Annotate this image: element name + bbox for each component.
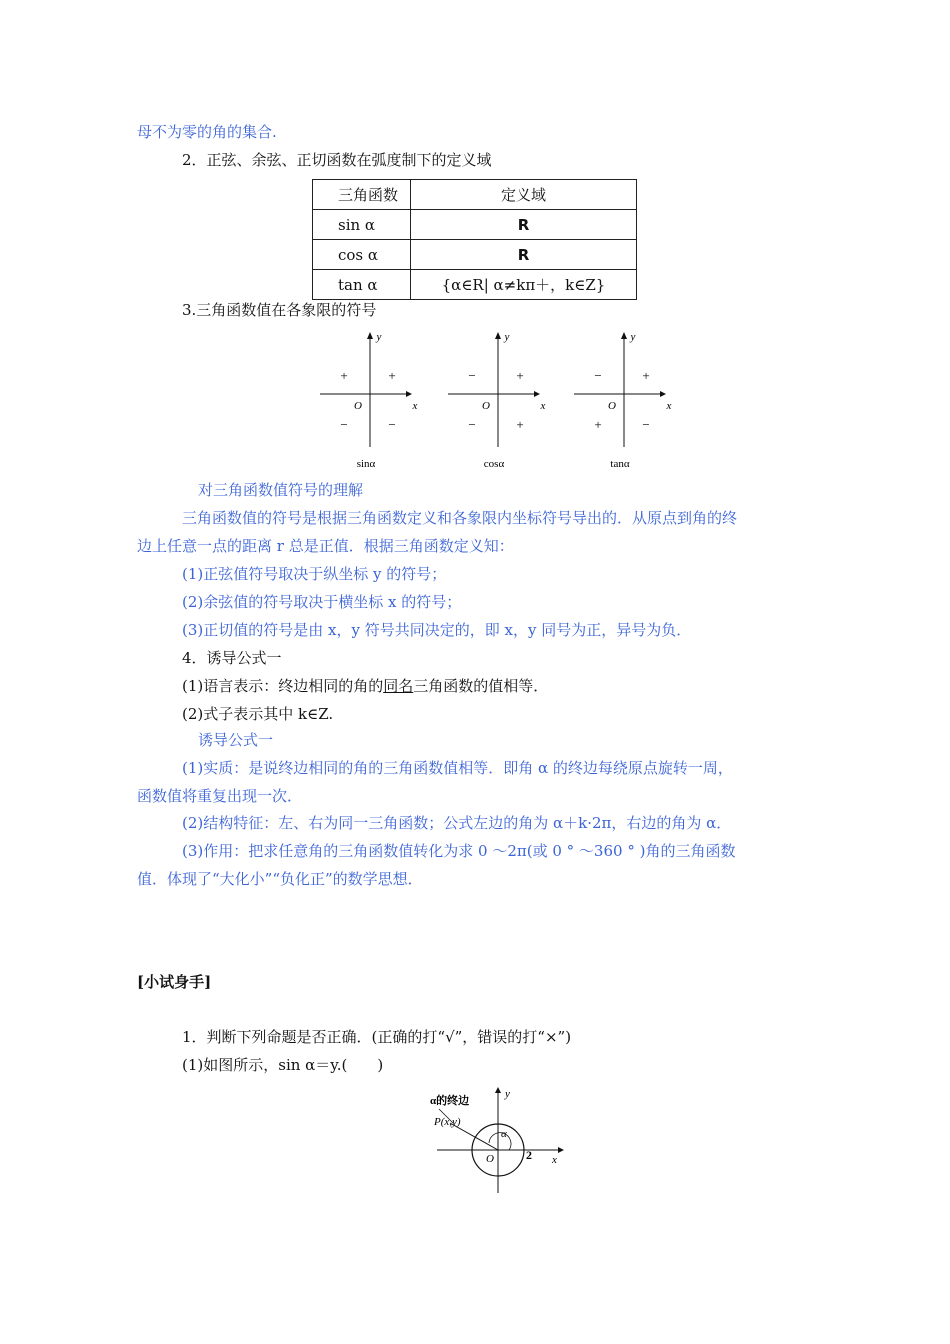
origin-label: O [486, 1153, 494, 1165]
chart-caption: tanα [610, 458, 630, 470]
table-row [313, 270, 637, 300]
table-cell: {α∈R| α≠kπ＋，k∈Z} [411, 270, 637, 300]
quadrant-sign: + [516, 417, 524, 432]
origin-label: O [354, 400, 362, 412]
table-cell: R [411, 240, 637, 270]
tip-title: 对三角函数值符号的理解 [198, 481, 364, 499]
origin-label: O [608, 400, 616, 412]
x-axis-label: x [552, 1154, 557, 1166]
table-cell: tan α [313, 270, 411, 300]
x-axis-arrow-icon [534, 391, 540, 397]
table-cell: R [411, 210, 637, 240]
angle-label: α [501, 1128, 507, 1140]
table-row [313, 240, 637, 270]
y-axis-arrow-icon [367, 332, 373, 339]
y-axis-label: y [505, 1088, 510, 1100]
quadrant-sign: − [340, 417, 348, 432]
text-line: (2)结构特征：左、右为同一三角函数；公式左边的角为 α＋k·2π，右边的角为 α． [182, 814, 732, 832]
x-axis-label: x [540, 400, 546, 412]
table-header-cell: 三角函数 [313, 180, 411, 210]
text-line: (2)余弦值的符号取决于横坐标 x 的符号； [182, 593, 462, 611]
text-line: 三角函数值的符号是根据三角函数定义和各象限内坐标符号导出的．从原点到角的终 [182, 509, 738, 527]
x-axis-arrow-icon [558, 1147, 564, 1153]
quadrant-sign: + [594, 417, 602, 432]
quadrant-sign: − [388, 417, 396, 432]
y-axis-arrow-icon [621, 332, 627, 339]
text-line: (2)式子表示其中 k∈Z. [182, 705, 334, 723]
point-label: P(x,y) [434, 1116, 461, 1128]
chart-caption: cosα [483, 458, 505, 470]
tip-title: 诱导公式一 [198, 731, 274, 749]
quadrant-sign: + [388, 368, 396, 383]
unit-circle-figure [425, 1083, 575, 1198]
text-line: (1)实质：是说终边相同的角的三角函数值相等．即角 α 的终边每绕原点旋转一周， [182, 759, 733, 777]
text-line: 函数值将重复出现一次． [137, 787, 303, 805]
origin-label: O [482, 400, 490, 412]
table-header-row [313, 180, 637, 210]
y-axis-arrow-icon [495, 1087, 501, 1093]
quadrant-sign: + [340, 368, 348, 383]
question-text: (1)如图所示，sin α＝y.( ) [182, 1056, 384, 1074]
table-row [313, 210, 637, 240]
quadrant-sign: + [516, 368, 524, 383]
quadrant-sign: − [468, 368, 476, 383]
quadrant-sign: − [642, 417, 650, 432]
text-line: 母不为零的角的集合. [137, 123, 277, 141]
section-heading: 2．正弦、余弦、正切函数在弧度制下的定义域 [182, 151, 492, 169]
x-axis-label: x [412, 400, 418, 412]
text-line: (3)作用：把求任意角的三角函数值转化为求 0 ～2π(或 0 ° ～360 ° )角的三角函数 [182, 842, 736, 860]
text-line: 边上任意一点的距离 r 总是正值．根据三角函数定义知： [137, 537, 514, 555]
quadrant-sign-diagrams [300, 325, 700, 475]
quadrant-sign: − [468, 417, 476, 432]
text-line: 值．体现了“大化小”“负化正”的数学思想． [137, 870, 423, 888]
y-axis-label: y [376, 331, 382, 343]
y-axis-arrow-icon [495, 332, 501, 339]
x-axis-arrow-icon [406, 391, 412, 397]
terminal-side-label: α的终边 [430, 1095, 470, 1107]
practice-title: [小试身手] [137, 973, 212, 991]
y-axis-label: y [630, 331, 636, 343]
quadrant-sign: − [594, 368, 602, 383]
quadrant-sign: + [642, 368, 650, 383]
chart-caption: sinα [356, 458, 376, 470]
angle-arc [489, 1133, 511, 1150]
text-line: (3)正切值的符号是由 x，y 符号共同决定的，即 x，y 同号为正，异号为负． [182, 621, 692, 639]
table-header-cell: 定义域 [411, 180, 637, 210]
section-heading: 3.三角函数值在各象限的符号 [182, 301, 377, 319]
table-cell: sin α [313, 210, 411, 240]
domain-table [312, 179, 637, 300]
text-line: (1)正弦值符号取决于纵坐标 y 的符号； [182, 565, 447, 583]
table-cell: cos α [313, 240, 411, 270]
question-text: 1．判断下列命题是否正确．(正确的打“√”，错误的打“×”) [182, 1028, 572, 1046]
x-axis-arrow-icon [660, 391, 666, 397]
x-axis-label: x [666, 400, 672, 412]
text-line: (1)语言表示：终边相同的角的同名三角函数的值相等． [182, 677, 549, 695]
radius-label: 2 [526, 1148, 532, 1162]
section-heading: 4．诱导公式一 [182, 649, 282, 667]
y-axis-label: y [504, 331, 510, 343]
